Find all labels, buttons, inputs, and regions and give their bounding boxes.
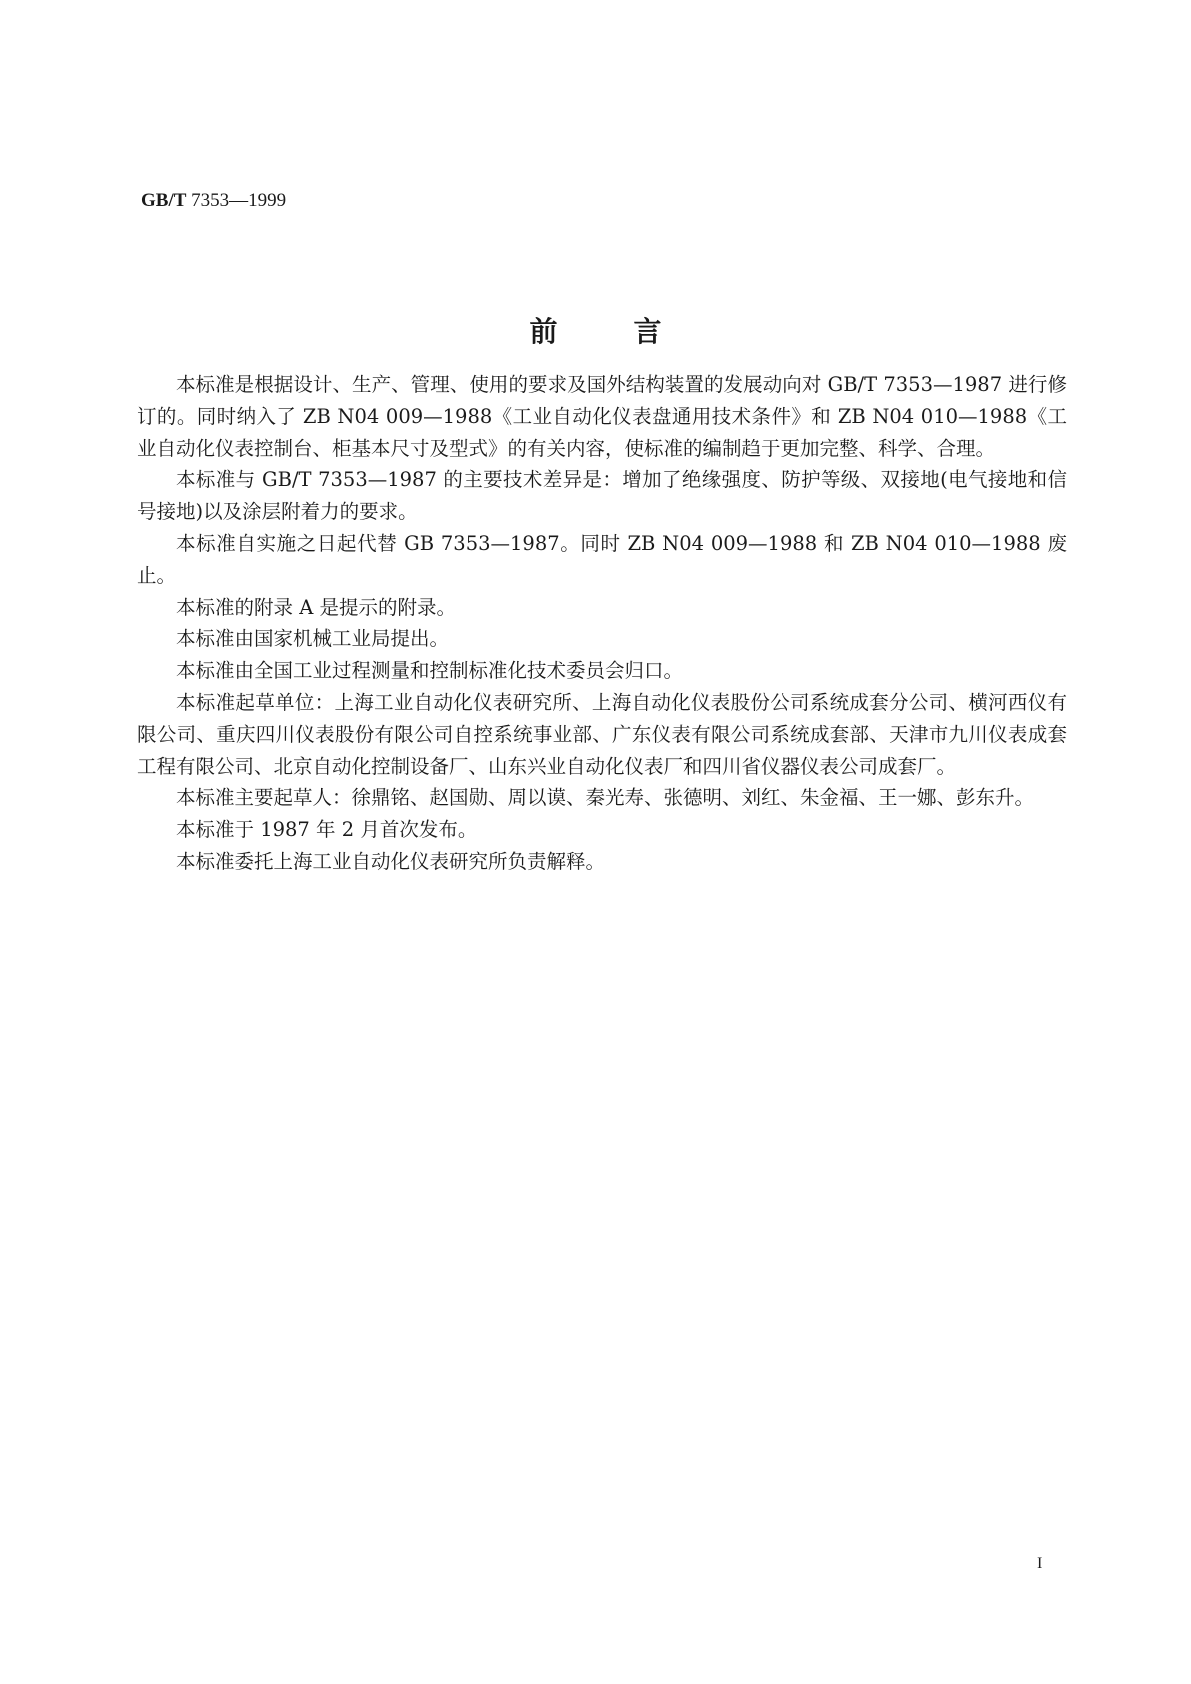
standard-number: 7353—1999 [191, 190, 287, 211]
paragraph: 本标准的附录 A 是提示的附录。 [176, 595, 456, 619]
paragraph: 本标准起草单位：上海工业自动化仪表研究所、上海自动化仪表股份公司系统成套分公司、横河西仪有限公司、重庆四川仪表股份有限公司自控系统事业部、广东仪表有限公司系统成套部、天津市九川仪表成套工程有限公司、北京自动化控制设备厂、山东兴业自动化仪表厂和四川省仪器仪表公司成套厂。 [137, 690, 1067, 778]
page-number: I [1037, 1555, 1043, 1572]
paragraph: 本标准于 1987 年 2 月首次发布。 [176, 818, 478, 842]
standard-number-header [141, 190, 286, 212]
paragraph: 本标准由全国工业过程测量和控制标准化技术委员会归口。 [176, 659, 684, 683]
title-char-2: 言 [633, 315, 662, 348]
paragraph: 本标准委托上海工业自动化仪表研究所负责解释。 [176, 849, 606, 873]
title-char-1: 前 [529, 315, 558, 348]
page-title [0, 310, 1191, 350]
paragraph: 本标准与 GB/T 7353—1987 的主要技术差异是：增加了绝缘强度、防护等级、双接地(电气接地和信号接地)以及涂层附着力的要求。 [137, 468, 1067, 524]
paragraph: 本标准由国家机械工业局提出。 [176, 627, 450, 651]
paragraph: 本标准自实施之日起代替 GB 7353—1987。同时 ZB N04 009—1988 和 ZB N04 010—1988 废止。 [137, 531, 1067, 587]
standard-prefix: GB/T [141, 190, 187, 211]
paragraph: 本标准是根据设计、生产、管理、使用的要求及国外结构装置的发展动向对 GB/T 7353—1987 进行修订的。同时纳入了 ZB N04 009—1988《工业自动化仪表盘通用技术条件》和 ZB N04 010—1988《工业自动化仪表控制台、柜基本尺寸及型式》的有关内容，使标准的编制趋于更加完整、科学、合理。 [137, 373, 1067, 460]
foreword-body [137, 369, 1067, 878]
paragraph: 本标准主要起草人：徐鼎铭、赵国勋、周以谟、秦光寿、张德明、刘红、朱金福、王一娜、彭东升。 [176, 786, 1035, 810]
